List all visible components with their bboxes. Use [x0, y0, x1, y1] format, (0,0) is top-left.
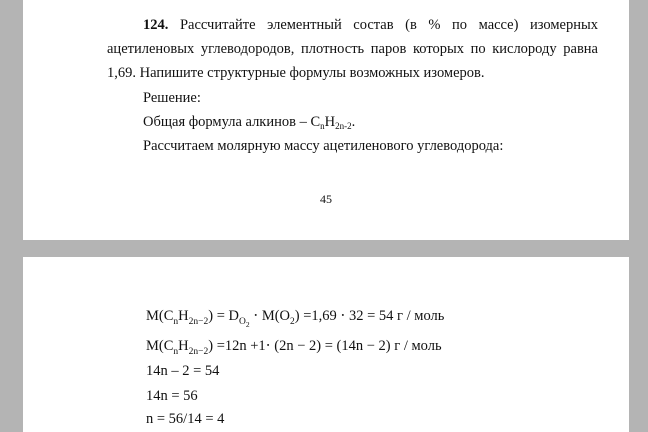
f1-m: M(C — [146, 308, 174, 324]
formula-molar-mass-general — [146, 337, 442, 355]
problem-text-1: Рассчитайте элементный состав (в % по массе) изомерных — [168, 17, 598, 33]
general-formula-sub-n: n — [320, 121, 325, 131]
f1-result: ) =1,69 ⋅ 32 = 54 г / моль — [294, 308, 445, 324]
f1-sub-2: 2 — [290, 317, 295, 327]
problem-line-2: ацетиленовых углеводородов, плотность паров которых по кислороду равна — [107, 41, 598, 57]
f1-sub-2n2: 2n−2 — [188, 317, 209, 327]
f1-sub-o: O — [238, 317, 246, 327]
f1-mo: ⋅ M(O — [249, 308, 291, 324]
f2-m: M(C — [146, 338, 174, 354]
f1-sub-o-2: 2 — [245, 320, 250, 329]
formula-molar-mass-density — [146, 307, 445, 329]
solution-label: Решение: — [143, 90, 201, 106]
f1-h: H — [178, 308, 189, 324]
general-formula-prefix: Общая формула алкинов – C — [143, 114, 321, 130]
general-formula-line — [143, 113, 355, 131]
problem-number: 124. — [143, 17, 169, 33]
general-formula-suffix: . — [351, 114, 356, 130]
f2-sub-2n2: 2n−2 — [188, 347, 209, 357]
page-number: 45 — [320, 192, 332, 206]
document-page-1 — [23, 0, 629, 240]
problem-line-1 — [143, 16, 598, 34]
f2-rest: ) =12n +1⋅ (2n − 2) = (14n − 2) г / моль — [208, 338, 442, 354]
document-page-2 — [23, 257, 629, 432]
general-formula-sub-2n2: 2n-2 — [335, 121, 352, 131]
general-formula-h: H — [324, 114, 336, 130]
f2-sub-n: n — [173, 347, 179, 357]
molar-mass-line: Рассчитаем молярную массу ацетиленового углеводорода: — [143, 138, 504, 154]
equation-1: 14n – 2 = 54 — [146, 363, 220, 379]
f1-d: ) = D — [208, 308, 239, 324]
equation-2: 14n = 56 — [146, 388, 198, 404]
problem-line-3: 1,69. Напишите структурные формулы возможных изомеров. — [107, 65, 485, 81]
equation-3: n = 56/14 = 4 — [146, 411, 225, 427]
f2-h: H — [178, 338, 189, 354]
f1-sub-n: n — [173, 317, 179, 327]
f1-sub-o2 — [239, 317, 250, 327]
